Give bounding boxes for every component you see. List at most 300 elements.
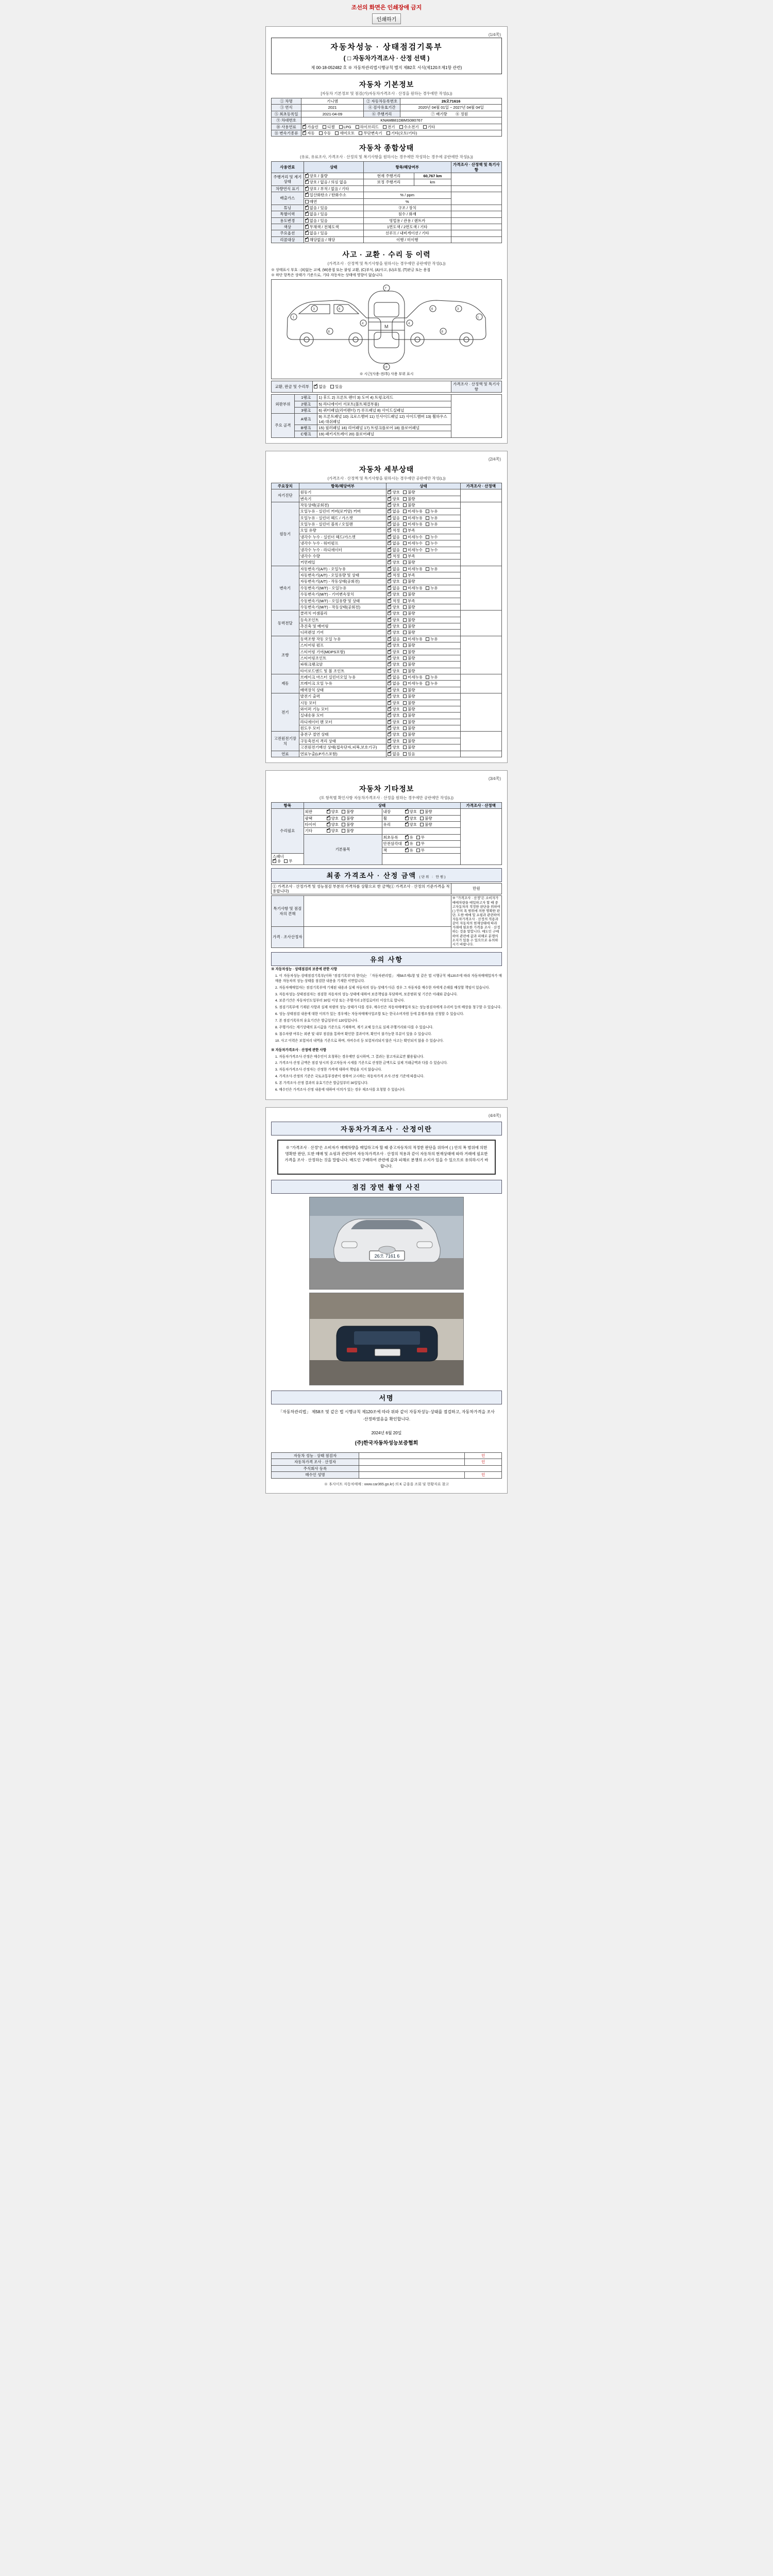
overall-r1-c2: ✔양호 / 없음 / 의심 없음	[304, 179, 363, 185]
detail-state-option[interactable]: ✔ 양호	[388, 745, 400, 750]
checkbox-icon[interactable]	[305, 180, 309, 184]
checkbox-icon[interactable]	[319, 131, 323, 135]
photo-front-plate: 26오 7161 6	[374, 1253, 400, 1259]
checkbox-icon[interactable]	[426, 548, 429, 552]
overall-r2-c5	[451, 185, 501, 192]
detail-state-option[interactable]: ✔ 적정	[388, 528, 400, 533]
trans-option-4[interactable]: 기타(오토/기타)	[386, 131, 417, 135]
trans-option-1[interactable]: 수동	[319, 131, 331, 135]
checkbox-icon[interactable]	[403, 548, 407, 552]
overall-r8-c5	[451, 224, 501, 230]
checkbox-icon[interactable]	[403, 707, 407, 711]
detail-state-option[interactable]: 미세누유	[403, 567, 423, 571]
detail-state-option[interactable]: 미세누유	[403, 675, 423, 680]
detail-state-option[interactable]: ✔ 양호	[388, 662, 400, 667]
other-state-option[interactable]: 무	[416, 835, 425, 840]
detail-states-1-8	[386, 553, 460, 559]
car-diagram	[271, 279, 502, 379]
detail-state-option[interactable]: ✔ 없음	[388, 535, 400, 539]
checkbox-icon[interactable]	[426, 586, 429, 590]
checkbox-icon[interactable]	[388, 618, 391, 622]
detail-state-option[interactable]: ✔ 양호	[388, 503, 400, 507]
detail-state-option[interactable]: 누유	[426, 509, 438, 514]
checkbox-icon[interactable]	[323, 125, 326, 129]
checkbox-icon[interactable]	[388, 631, 391, 634]
checkbox-icon[interactable]	[403, 739, 407, 743]
checkbox-icon[interactable]	[327, 829, 330, 833]
basic-label-2: ⑤ 최초등록일	[272, 111, 301, 117]
checkbox-icon[interactable]	[403, 656, 407, 660]
fuel-option-2[interactable]: LPG	[339, 125, 351, 129]
detail-state-option[interactable]: ✔ 없음	[388, 522, 400, 527]
fuel-option-0[interactable]: ✔ 가솔린	[303, 125, 318, 129]
other-state-option[interactable]: 불량	[420, 809, 432, 814]
detail-state-option[interactable]: 미세누유	[403, 522, 423, 527]
print-button[interactable]: 인쇄하기	[372, 13, 401, 24]
detail-state-option[interactable]: 누유	[426, 637, 438, 641]
detail-state-option[interactable]: 불량	[403, 630, 415, 635]
detail-state-option[interactable]: 미세누수	[403, 541, 423, 546]
checkbox-icon[interactable]	[388, 592, 391, 596]
detail-state-option[interactable]: 불량	[403, 739, 415, 743]
detail-state-option[interactable]: 누유	[426, 522, 438, 527]
checkbox-icon[interactable]	[388, 752, 391, 756]
checkbox-icon[interactable]	[420, 823, 424, 826]
checkbox-icon[interactable]	[388, 567, 391, 571]
checkbox-icon[interactable]	[426, 567, 429, 571]
detail-state-option[interactable]: ✔ 양호	[388, 739, 400, 743]
detail-state-option[interactable]: 불량	[403, 560, 415, 565]
other-state-option[interactable]: 불량	[342, 822, 354, 827]
detail-state-option[interactable]: 불량	[403, 611, 415, 616]
checkbox-icon[interactable]	[342, 829, 345, 833]
detail-state-option[interactable]: 불량	[403, 579, 415, 584]
checkbox-icon[interactable]	[305, 225, 309, 229]
checkbox-icon[interactable]	[388, 707, 391, 711]
detail-state-option[interactable]: ✔ 양호	[388, 618, 400, 622]
checkbox-icon[interactable]	[388, 535, 391, 539]
detail-state-option[interactable]: 미세누수	[403, 548, 423, 552]
checkbox-icon[interactable]	[383, 125, 386, 129]
other-state-option[interactable]: 불량	[342, 809, 354, 814]
detail-state-option[interactable]: ✔ 양호	[388, 713, 400, 718]
checkbox-icon[interactable]	[388, 612, 391, 615]
checkbox-icon[interactable]	[305, 193, 309, 197]
checkbox-icon[interactable]	[403, 745, 407, 749]
trans-option-3[interactable]: 무단변속기	[359, 131, 382, 135]
checkbox-icon[interactable]	[388, 580, 391, 583]
detail-state-option[interactable]: ✔ 없음	[388, 509, 400, 514]
detail-state-option[interactable]: 불량	[403, 688, 415, 692]
detail-state-option[interactable]: 불량	[403, 701, 415, 705]
checkbox-icon[interactable]	[403, 580, 407, 583]
other-state-option[interactable]: ✔ 양호	[327, 816, 339, 821]
checkbox-icon[interactable]	[403, 561, 407, 564]
checkbox-icon[interactable]	[388, 599, 391, 603]
checkbox-icon[interactable]	[356, 125, 359, 129]
detail-state-option[interactable]: 불량	[403, 713, 415, 718]
checkbox-icon[interactable]	[426, 510, 429, 513]
detail-state-option[interactable]: 불량	[403, 503, 415, 507]
detail-state-option[interactable]: 불량	[403, 605, 415, 609]
detail-state-option[interactable]: 누유	[426, 586, 438, 590]
checkbox-icon[interactable]	[342, 817, 345, 820]
detail-item-2-5: 수동변속기(M/T) - 오일유량 및 상태	[299, 598, 386, 604]
checkbox-icon[interactable]	[335, 131, 339, 135]
checkbox-icon[interactable]	[388, 726, 391, 730]
checkbox-icon[interactable]	[399, 125, 403, 129]
detail-state-option[interactable]: ✔ 없음	[388, 516, 400, 520]
checkbox-icon[interactable]	[273, 859, 276, 863]
checkbox-icon[interactable]	[405, 842, 409, 845]
checkbox-icon[interactable]	[403, 599, 407, 603]
detail-state-option[interactable]: ✔ 없음	[388, 548, 400, 552]
detail-state-option[interactable]: ✔ 양호	[388, 707, 400, 711]
detail-state-option[interactable]: 누유	[426, 567, 438, 571]
detail-item-1-4: 오일 유량	[299, 528, 386, 534]
checkbox-icon[interactable]	[388, 675, 391, 679]
detail-state-option[interactable]: ✔ 양호	[388, 694, 400, 699]
checkbox-icon[interactable]	[305, 238, 309, 242]
checkbox-icon[interactable]	[403, 701, 407, 705]
detail-state-option[interactable]: ✔ 양호	[388, 701, 400, 705]
detail-state-option[interactable]: ✔ 적정	[388, 554, 400, 558]
checkbox-icon[interactable]	[403, 522, 407, 526]
fuel-option-6[interactable]: 기타	[423, 125, 435, 129]
checkbox-icon[interactable]	[403, 541, 407, 545]
detail-state-option[interactable]: 미세누수	[403, 535, 423, 539]
checkbox-icon[interactable]	[388, 510, 391, 513]
checkbox-icon[interactable]	[403, 624, 407, 628]
checkbox-icon[interactable]	[388, 720, 391, 724]
other-state-option[interactable]: ✔ 양호	[405, 809, 417, 814]
detail-state-option[interactable]: 불량	[403, 720, 415, 724]
checkbox-icon[interactable]	[388, 650, 391, 654]
detail-state-option[interactable]: 불량	[403, 726, 415, 731]
detail-state-option[interactable]: 누유	[426, 675, 438, 680]
checkbox-icon[interactable]	[388, 663, 391, 666]
checkbox-icon[interactable]	[403, 567, 407, 571]
checkbox-icon[interactable]	[426, 675, 429, 679]
checkbox-icon[interactable]	[403, 586, 407, 590]
detail-item-5-0: 브레이크 마스터 실린더오일 누유	[299, 674, 386, 681]
checkbox-icon[interactable]	[403, 714, 407, 717]
other-state-option[interactable]: 불량	[342, 816, 354, 821]
detail-state-option[interactable]: 누수	[426, 541, 438, 546]
detail-state-option[interactable]: ✔ 없음	[388, 681, 400, 686]
other-state-option[interactable]: ✔ 양호	[405, 822, 417, 827]
checkbox-icon[interactable]	[405, 849, 409, 852]
detail-state-option[interactable]: ✔ 없음	[388, 752, 400, 756]
checkbox-icon[interactable]	[303, 131, 306, 135]
checkbox-icon[interactable]	[342, 823, 345, 826]
checkbox-icon[interactable]	[388, 522, 391, 526]
checkbox-icon[interactable]	[416, 836, 420, 839]
checkbox-icon[interactable]	[426, 637, 429, 641]
checkbox-icon[interactable]	[388, 701, 391, 705]
checkbox-icon[interactable]	[403, 554, 407, 558]
checkbox-icon[interactable]	[403, 605, 407, 609]
detail-state-option[interactable]: ✔ 양호	[388, 688, 400, 692]
checkbox-icon[interactable]	[388, 733, 391, 736]
checkbox-icon[interactable]	[403, 643, 407, 647]
checkbox-icon[interactable]	[388, 561, 391, 564]
detail-state-option[interactable]: 미세누유	[403, 681, 423, 686]
checkbox-icon[interactable]	[330, 385, 334, 388]
detail-state-option[interactable]: ✔ 양호	[388, 497, 400, 501]
checkbox-icon[interactable]	[388, 586, 391, 590]
detail-state-option[interactable]: ✔ 없음	[388, 567, 400, 571]
detail-state-option[interactable]: 불량	[403, 662, 415, 667]
detail-state-option[interactable]: 불량	[403, 490, 415, 495]
checkbox-icon[interactable]	[403, 669, 407, 673]
detail-state-option[interactable]: ✔ 양호	[388, 624, 400, 629]
checkbox-icon[interactable]	[359, 131, 362, 135]
checkbox-icon[interactable]	[388, 682, 391, 685]
detail-state-option[interactable]: 불량	[403, 624, 415, 629]
other-state-option[interactable]: 무	[416, 841, 425, 846]
other-state-option[interactable]: ✔ 양호	[327, 822, 339, 827]
detail-state-option[interactable]: ✔ 없음	[388, 637, 400, 641]
checkbox-icon[interactable]	[403, 726, 407, 730]
checkbox-icon[interactable]	[388, 541, 391, 545]
checkbox-icon[interactable]	[388, 490, 391, 494]
checkbox-icon[interactable]	[388, 529, 391, 532]
detail-state-option[interactable]: 미세누유	[403, 637, 423, 641]
checkbox-icon[interactable]	[420, 817, 424, 820]
checkbox-icon[interactable]	[388, 497, 391, 501]
detail-state-option[interactable]: ✔ 없음	[388, 586, 400, 590]
detail-state-option[interactable]: ✔ 양호	[388, 732, 400, 737]
accident-parts-table	[271, 394, 502, 438]
checkbox-icon[interactable]	[405, 817, 409, 820]
detail-state-option[interactable]: 부족	[403, 573, 415, 578]
detail-state-option[interactable]: ✔ 없음	[388, 541, 400, 546]
detail-state-option[interactable]: 불량	[403, 694, 415, 699]
detail-state-option[interactable]: ✔ 양호	[388, 560, 400, 565]
checkbox-icon[interactable]	[403, 490, 407, 494]
detail-state-option[interactable]: 누수	[426, 548, 438, 552]
checkbox-icon[interactable]	[403, 637, 407, 641]
checkbox-icon[interactable]	[388, 637, 391, 641]
detail-price-0	[460, 489, 501, 502]
detail-state-option[interactable]: ✔ 양호	[388, 490, 400, 495]
checkbox-icon[interactable]	[403, 752, 407, 756]
other-state-option[interactable]: 불량	[420, 816, 432, 821]
detail-state-option[interactable]: 불량	[403, 650, 415, 654]
basic-section-title: 자동차 기본정보	[359, 80, 414, 89]
detail-state-option[interactable]: 부족	[403, 554, 415, 558]
checkbox-icon[interactable]	[405, 836, 409, 839]
checkbox-icon[interactable]	[314, 385, 317, 388]
checkbox-icon[interactable]	[426, 682, 429, 685]
detail-state-option[interactable]: ✔ 없음	[388, 675, 400, 680]
detail-state-option[interactable]: 누수	[426, 535, 438, 539]
checkbox-icon[interactable]	[416, 849, 420, 852]
photos-title: 점검 장면 촬영 사진	[271, 1180, 502, 1194]
checkbox-icon[interactable]	[403, 682, 407, 685]
detail-state-option[interactable]: ✔ 양호	[388, 726, 400, 731]
checkbox-icon[interactable]	[405, 823, 409, 826]
detail-state-option[interactable]: 누유	[426, 516, 438, 520]
fuel-option-4[interactable]: 전기	[383, 125, 395, 129]
checkbox-icon[interactable]	[342, 810, 345, 814]
detail-state-option[interactable]: ✔ 양호	[388, 592, 400, 597]
detail-state-option[interactable]: ✔ 적정	[388, 573, 400, 578]
checkbox-icon[interactable]	[327, 817, 330, 820]
accident-exist[interactable]: 있음	[330, 384, 343, 389]
detail-state-option[interactable]: ✔ 적정	[388, 599, 400, 603]
other-state-option[interactable]: ✔ 유	[405, 841, 413, 846]
table-row	[272, 732, 502, 738]
checkbox-icon[interactable]	[423, 125, 427, 129]
checkbox-icon[interactable]	[403, 650, 407, 654]
checkbox-icon[interactable]	[388, 624, 391, 628]
checkbox-icon[interactable]	[388, 554, 391, 558]
accident-none[interactable]: ✔ 없음	[314, 384, 326, 389]
other-state-option[interactable]: 무	[284, 859, 292, 863]
checkbox-icon[interactable]	[403, 503, 407, 507]
detail-state-option[interactable]: 불량	[403, 618, 415, 622]
detail-state-option[interactable]: ✔ 양호	[388, 605, 400, 609]
detail-state-option[interactable]: 미세누유	[403, 516, 423, 520]
checkbox-icon[interactable]	[403, 688, 407, 692]
checkbox-icon[interactable]	[388, 714, 391, 717]
checkbox-icon[interactable]	[305, 174, 309, 178]
table-row	[272, 896, 502, 926]
other-state-option[interactable]: ✔ 양호	[405, 816, 417, 821]
checkbox-icon[interactable]	[339, 125, 343, 129]
checkbox-icon[interactable]	[420, 810, 424, 814]
detail-state-option[interactable]: ✔ 양호	[388, 720, 400, 724]
detail-state-option[interactable]: 누유	[426, 681, 438, 686]
detail-states-1-0	[386, 502, 460, 508]
checkbox-icon[interactable]	[388, 745, 391, 749]
checkbox-icon[interactable]	[403, 592, 407, 596]
checkbox-icon[interactable]	[403, 733, 407, 736]
checkbox-icon[interactable]	[305, 187, 309, 191]
checkbox-icon[interactable]	[403, 631, 407, 634]
checkbox-icon[interactable]	[305, 212, 309, 216]
price-warn-box: ※ "가격조사 · 산정"은 소비자가 매매차량을 매입하고자 할 때 중고자동차의 적정한 판단을 위하여 ( ) 안의 폭 범위에 의한 명확한 판단, 도한 매매 및 쇼핑과 관련하여 자동차가격조사 · 산정의 적용과 같이 자동차의 현재상태에 따라 거래에 필요한 가격을 조사 · 산정하는 것을 말합니다. 매도인 구매하여 관련에 값과 피해로 분쟁의 소지가 있을 수 있으므로 유의하시기 바랍니다.	[277, 1140, 496, 1175]
detail-state-option[interactable]: ✔ 양호	[388, 630, 400, 635]
detail-state-option[interactable]: 부족	[403, 528, 415, 533]
checkbox-icon[interactable]	[403, 663, 407, 666]
checkbox-icon[interactable]	[388, 548, 391, 552]
checkbox-icon[interactable]	[388, 573, 391, 577]
trans-option-0[interactable]: ✔ 자동	[303, 131, 315, 135]
checkbox-icon[interactable]	[426, 541, 429, 545]
checkbox-icon[interactable]	[388, 694, 391, 698]
checkbox-icon[interactable]	[388, 688, 391, 692]
checkbox-icon[interactable]	[426, 522, 429, 526]
checkbox-icon[interactable]	[403, 720, 407, 724]
detail-states-1-1	[386, 509, 460, 515]
checkbox-icon[interactable]	[388, 656, 391, 660]
detail-state-option[interactable]: 불량	[403, 497, 415, 501]
checkbox-icon[interactable]	[403, 612, 407, 615]
other-state-option[interactable]: ✔ 양호	[327, 828, 339, 833]
detail-state-option[interactable]: 미세누유	[403, 509, 423, 514]
detail-state-option[interactable]: 부족	[403, 599, 415, 603]
checkbox-icon[interactable]	[388, 739, 391, 743]
detail-state-option[interactable]: 불량	[403, 656, 415, 660]
checkbox-icon[interactable]	[403, 510, 407, 513]
checkbox-icon[interactable]	[386, 131, 390, 135]
checkbox-icon[interactable]	[305, 219, 309, 223]
checkbox-icon[interactable]	[403, 694, 407, 698]
checkbox-icon[interactable]	[388, 605, 391, 609]
checkbox-icon[interactable]	[327, 823, 330, 826]
detail-state-option[interactable]: ✔ 양호	[388, 611, 400, 616]
detail-item-4-2: 스티어링 기어(MDPS포함)	[299, 649, 386, 655]
detail-item-1-2: 오일누유 - 실린더 헤드 / 가스켓	[299, 515, 386, 521]
checkbox-icon[interactable]	[403, 573, 407, 577]
detail-state-option[interactable]: 있음	[403, 752, 415, 756]
detail-state-option[interactable]: ✔ 양호	[388, 669, 400, 673]
checkbox-icon[interactable]	[388, 669, 391, 673]
checkbox-icon[interactable]	[284, 859, 288, 863]
detail-state-option[interactable]: 불량	[403, 592, 415, 597]
table-row	[272, 751, 502, 757]
detail-state-option[interactable]: 불량	[403, 745, 415, 750]
detail-state-option[interactable]: 불량	[403, 669, 415, 673]
checkbox-icon[interactable]	[403, 535, 407, 539]
other-state-option[interactable]: 불량	[420, 822, 432, 827]
other-state-option[interactable]: ✔유	[273, 859, 281, 863]
checkbox-icon[interactable]	[403, 618, 407, 622]
checkbox-icon[interactable]	[305, 206, 309, 210]
checkbox-icon[interactable]	[426, 535, 429, 539]
fuel-option-1[interactable]: 디젤	[323, 125, 335, 129]
detail-state-option[interactable]: 불량	[403, 732, 415, 737]
checkbox-icon[interactable]	[327, 810, 330, 814]
detail-state-option[interactable]: ✔ 양호	[388, 650, 400, 654]
fuel-option-5[interactable]: 수소전기	[399, 125, 419, 129]
other-state-option[interactable]: 불량	[342, 828, 354, 833]
accident-status	[313, 381, 451, 393]
detail-state-option[interactable]: ✔ 양호	[388, 643, 400, 648]
detail-state-option[interactable]: 불량	[403, 643, 415, 648]
checkbox-icon[interactable]	[388, 503, 391, 507]
other-state-option[interactable]: 무	[416, 848, 425, 853]
checkbox-icon[interactable]	[305, 200, 309, 204]
checkbox-icon[interactable]	[303, 125, 306, 129]
checkbox-icon[interactable]	[426, 516, 429, 520]
detail-item-7-1: 구동축전지 격리 상태	[299, 738, 386, 744]
other-state-option[interactable]: ✔ 유	[405, 848, 413, 853]
detail-col-3: 가격조사 · 산정액	[460, 483, 501, 489]
other-state-option[interactable]: ✔ 양호	[327, 809, 339, 814]
checkbox-icon[interactable]	[305, 231, 309, 235]
checkbox-icon[interactable]	[403, 675, 407, 679]
checkbox-icon[interactable]	[403, 516, 407, 520]
detail-state-option[interactable]: 불량	[403, 707, 415, 711]
checkbox-icon[interactable]	[416, 842, 420, 845]
checkbox-icon[interactable]	[403, 497, 407, 501]
checkbox-icon[interactable]	[388, 516, 391, 520]
fuel-option-3[interactable]: 하이브리드	[356, 125, 379, 129]
detail-state-option[interactable]: 미세누유	[403, 586, 423, 590]
other-state-option[interactable]: ✔ 유	[405, 835, 413, 840]
trans-option-2[interactable]: 세미오토	[335, 131, 355, 135]
detail-state-option[interactable]: ✔ 양호	[388, 656, 400, 660]
checkbox-icon[interactable]	[405, 810, 409, 814]
overall-r3-c3: % / ppm	[363, 192, 451, 198]
checkbox-icon[interactable]	[388, 643, 391, 647]
checkbox-icon[interactable]	[403, 529, 407, 532]
detail-state-option[interactable]: ✔ 양호	[388, 579, 400, 584]
